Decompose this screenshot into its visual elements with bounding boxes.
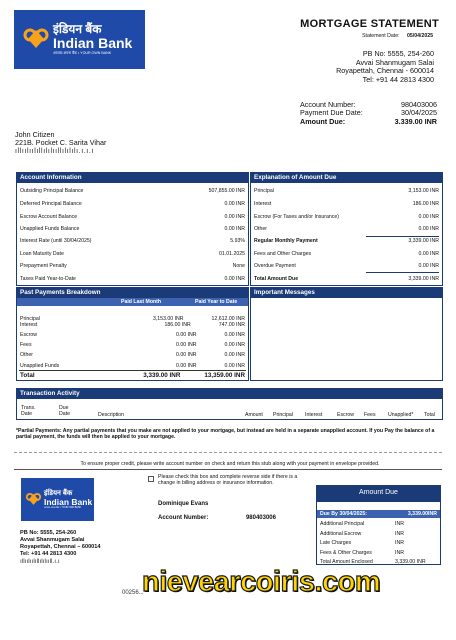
- stub-line-label: Additional Escrow: [320, 530, 362, 537]
- info-value: 0.00 INR: [224, 226, 245, 232]
- customer-address: 221B. Pocket C. Sarita Vihar: [15, 138, 107, 148]
- past-payments-title: Past Payments Breakdown: [17, 288, 248, 298]
- change-address-checkbox[interactable]: [148, 476, 154, 482]
- statement-date-label: Statement Date:: [362, 33, 400, 39]
- info-label: Unapplied Funds Balance: [20, 226, 80, 232]
- col-total: Total: [424, 412, 435, 418]
- info-value: 01.01.2025: [219, 251, 245, 257]
- info-label: Escrow Account Balance: [20, 214, 78, 220]
- important-messages-title: Important Messages: [251, 288, 442, 298]
- info-label: Outsiding Principal Balance: [20, 188, 84, 194]
- payment-label: Other: [20, 352, 33, 358]
- address-line: Avvai Shanmugam Salai: [20, 537, 85, 543]
- address-line: Royapettah, Chennai - 600014: [336, 66, 434, 75]
- info-label: Prepayment Penalty: [20, 263, 67, 269]
- bank-tagline: आपका अपना बैंक • YOUR OWN BANK: [53, 51, 112, 56]
- payment-ytd: 0.00 INR: [224, 342, 245, 348]
- statement-date-value: 05/04/2025: [407, 33, 433, 39]
- payment-label: Principal: [20, 316, 40, 322]
- payment-ytd: 0.00 INR: [224, 352, 245, 358]
- info-value: 5.93%: [230, 238, 245, 244]
- explanation-title: Explanation of Amount Due: [251, 173, 442, 183]
- payments-total-last: 3,339.00 INR: [143, 372, 181, 379]
- bank-emblem-icon: [22, 27, 50, 53]
- explanation-label: Principal: [254, 188, 274, 194]
- payment-ytd: 0.00 INR: [224, 363, 245, 369]
- stub-line-value: 3,339.00 INR: [395, 559, 426, 565]
- col-paid-last-month: Paid Last Month: [121, 299, 162, 305]
- explanation-label: Interest: [254, 201, 272, 207]
- stub-line-value: INR: [395, 521, 404, 527]
- info-label: Taxes Paid Year-to-Date: [20, 276, 76, 282]
- stub-line-value: INR: [395, 549, 404, 556]
- payment-ytd: 12,612.00 INR: [211, 316, 245, 322]
- stub-line-label: Additional Principal: [320, 521, 365, 527]
- explanation-value: 3,339.00 INR: [408, 276, 439, 282]
- explanation-label: Other: [254, 226, 267, 232]
- stub-amount-due-title: Amount Due: [317, 486, 440, 502]
- payment-label: Unapplied Funds: [20, 363, 60, 369]
- statement-title: MORTGAGE STATEMENT: [300, 18, 439, 30]
- col-unapplied: Unapplied*: [388, 412, 414, 418]
- stub-line-label: Total Amount Enclosed: [320, 559, 373, 565]
- important-messages-box: [250, 287, 443, 381]
- info-value: 0.00 INR: [224, 214, 245, 220]
- stub-barcode: ıllıılıılıllılılııll.ı.ı: [20, 558, 60, 565]
- explanation-value: 186.00 INR: [412, 201, 439, 207]
- stub-customer-name: Dominique Evans: [158, 501, 209, 507]
- account-info-title: Account Information: [17, 173, 248, 183]
- payment-due-label: Payment Due Date:: [300, 108, 363, 118]
- info-label: Interest Rate (until 30/04/2025): [20, 238, 92, 244]
- explanation-value: 0.00 INR: [418, 214, 439, 220]
- transaction-header-row: [17, 406, 442, 418]
- stub-amount-due-box: [316, 485, 441, 565]
- stub-instruction: To ensure proper credit, please write account number on check and return this stub along with your payment in envelope provided.: [80, 461, 380, 467]
- due-by-label: Due By 30/04/2025:: [320, 511, 368, 517]
- address-line: PB No: 5555, 254-260: [20, 530, 77, 536]
- explanation-value: 0.00 INR: [418, 263, 439, 269]
- account-number-value: 980403006: [401, 100, 437, 109]
- stub-account-number: 980403006: [245, 515, 276, 521]
- stub-cut-line: [14, 452, 442, 453]
- due-by-value: 3,339.00INR: [407, 511, 437, 517]
- stub-bank-name-hindi: इंडियन बैंक: [44, 489, 73, 497]
- col-description: Description: [98, 412, 124, 418]
- explanation-box: [250, 172, 443, 286]
- col-paid-ytd: Paid Year to Date: [195, 299, 238, 305]
- change-address-text: Please check this box and complete reverse side if there is a change in billing address or insurance information.: [158, 474, 298, 486]
- partial-payment-note: *Partial Payments: Any partial payments that you make are not applied to your mortgage, but instead are held in a separate unapplied account. If you Pay the balance of a partial payment, the funds will then be applied to your mortgage.: [16, 428, 435, 441]
- col-escrow: Escrow: [337, 412, 355, 418]
- info-value: None: [232, 263, 245, 269]
- stub-line-label: Late Charges: [320, 540, 352, 546]
- payment-last: 0.00 INR: [176, 352, 197, 358]
- info-label: Loan Maturity Date: [20, 251, 64, 257]
- explanation-value: 3,153.00 INR: [408, 188, 439, 194]
- address-line: Royapettah, Chennai – 600014: [20, 544, 101, 550]
- explanation-value: 0.00 INR: [418, 251, 439, 257]
- payment-due-value: 30/04/2025: [401, 108, 437, 118]
- amount-due-value: 3.339.00 INR: [394, 116, 437, 126]
- bank-name-hindi: इंडियन बैंक: [53, 22, 102, 37]
- col-fees: Fees: [364, 412, 376, 418]
- account-summary: [300, 101, 437, 126]
- payment-last: 3,153.00 INR: [152, 316, 184, 322]
- account-number-label: Account Number:: [300, 100, 356, 109]
- account-info-box: [16, 172, 249, 286]
- address-line: PB No: 5555, 254-260: [362, 49, 434, 58]
- col-trans-date: Trans. Date: [21, 405, 36, 417]
- bank-logo: [14, 10, 145, 69]
- statement-date: [362, 33, 433, 39]
- stub-line-value: INR: [395, 530, 404, 537]
- watermark: nievearcoiris.com: [142, 566, 381, 598]
- payment-last: 0.00 INR: [176, 342, 197, 348]
- explanation-value: 3,339.00 INR: [408, 238, 439, 244]
- customer-name: John Citizen: [15, 130, 55, 139]
- col-amount: Amount: [245, 412, 263, 418]
- stub-line-value: INR: [395, 540, 404, 546]
- payment-ytd: 0.00 INR: [224, 332, 245, 338]
- stub-bank-name: Indian Bank: [44, 496, 93, 507]
- transaction-activity-box: [16, 388, 443, 420]
- col-interest: Interest: [305, 412, 323, 418]
- transaction-activity-title: Transaction Activity: [17, 389, 442, 399]
- info-value: 507,855.00 INR: [208, 188, 245, 194]
- stub-line-label: Fees & Other Charges: [320, 549, 372, 556]
- stub-account-label: Account Number:: [158, 515, 209, 521]
- payment-label: Fees: [20, 342, 32, 348]
- stub-footer-number: 00256...: [122, 590, 144, 596]
- address-line: Avvai Shanmugam Salai: [355, 57, 434, 67]
- payment-last: 186.00 INR: [164, 322, 191, 328]
- explanation-label: Fees and Other Charges: [254, 251, 312, 257]
- payment-label: Interest: [20, 322, 38, 328]
- explanation-label: Overdue Payment: [254, 263, 296, 269]
- explanation-label: Escrow (For Taxes and/or Insurance): [254, 214, 339, 220]
- info-label: Deferred Principal Balance: [20, 201, 82, 207]
- stub-bank-tagline: आपका अपना बैंक • YOUR OWN BANK: [44, 507, 82, 510]
- bank-emblem-icon: [25, 492, 42, 508]
- past-payments-box: [16, 287, 249, 381]
- amount-due-label: Amount Due:: [300, 116, 346, 126]
- payment-label: Escrow: [20, 332, 38, 338]
- stub-bank-address: [20, 530, 101, 565]
- customer-block: [15, 131, 106, 156]
- bank-name: Indian Bank: [53, 35, 133, 52]
- address-line: Tel: +91 44 2813 4300: [362, 74, 434, 84]
- payment-last: 0.00 INR: [176, 363, 197, 369]
- info-value: 0.00 INR: [224, 201, 245, 207]
- explanation-label: Total Amount Due: [254, 276, 299, 282]
- col-principal: Principal: [273, 412, 293, 418]
- payments-total-ytd: 13,359.00 INR: [204, 372, 245, 379]
- bank-address: [336, 50, 434, 84]
- payment-last: 0.00 INR: [176, 332, 197, 338]
- stub-bank-logo: [21, 478, 94, 521]
- customer-barcode: ıllıılıılıllılılııllılılılı.ı.ı.ı: [15, 147, 94, 155]
- explanation-label: Regular Monthly Payment: [254, 238, 318, 244]
- info-value: 0.00 INR: [224, 276, 245, 282]
- col-due-date: Due Date: [59, 405, 70, 417]
- explanation-value: 0.00 INR: [418, 226, 439, 232]
- payments-total-label: Total: [20, 372, 35, 379]
- payment-ytd: 747.00 INR: [218, 322, 245, 328]
- stub-account: [158, 515, 276, 521]
- address-line: Tel: +91 44 2813 4300: [20, 551, 77, 557]
